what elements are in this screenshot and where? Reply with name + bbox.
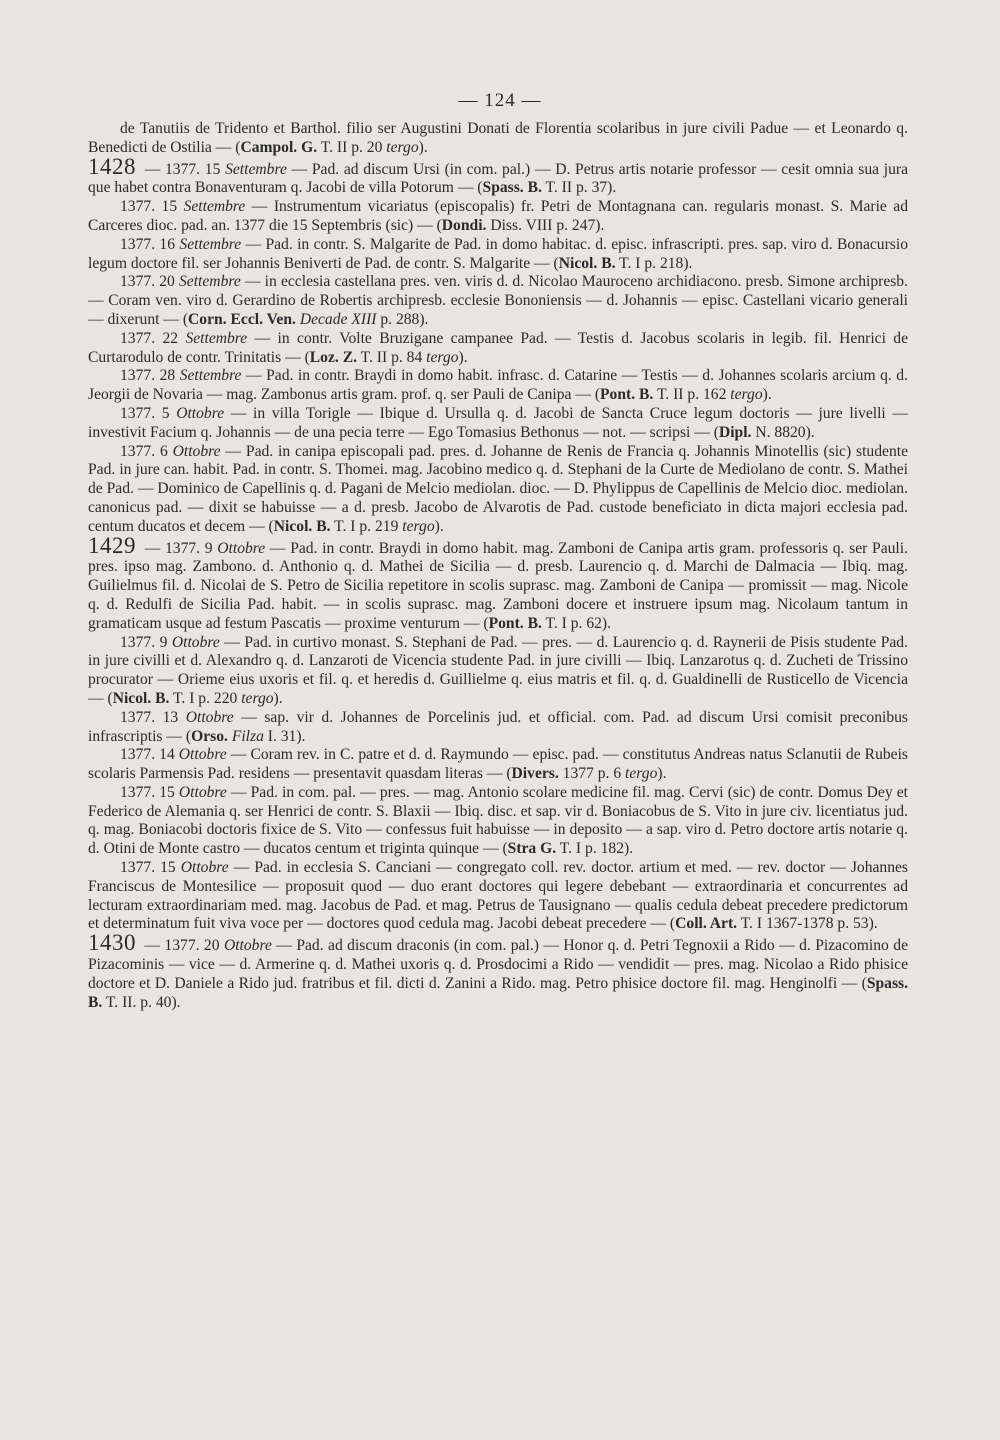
source-citation: Campol. G. xyxy=(240,138,318,156)
text-segment: ). xyxy=(418,138,428,156)
document-paragraph xyxy=(88,634,908,709)
italic-text: Ottobre xyxy=(180,859,229,877)
text-segment: T. II. p. 40). xyxy=(102,993,181,1011)
text-segment: — Pad. ad discum Ursi (in com. pal.) — D. Petrus artis notarie professor — cesit omnia sua jura que habet contra Bonaventuram q. Jacobi de villa Potorum — ( xyxy=(88,160,908,197)
source-citation: Stra G. xyxy=(507,840,557,858)
text-segment: 1377. 28 xyxy=(120,367,180,385)
italic-text: Ottobre xyxy=(217,539,266,557)
document-paragraph xyxy=(88,859,908,934)
entry-number: 1429 xyxy=(88,532,136,558)
document-paragraph xyxy=(88,709,908,747)
document-paragraph xyxy=(88,784,908,859)
italic-text: Ottobre xyxy=(223,937,272,955)
text-segment: T. I p. 182). xyxy=(556,840,634,858)
text-segment: 1377. 15 xyxy=(120,783,179,801)
text-segment: — 1377. 20 xyxy=(140,937,224,955)
document-paragraph xyxy=(88,330,908,368)
text-segment: 1377. 20 xyxy=(120,273,179,291)
italic-text: tergo xyxy=(386,138,419,156)
page-number: — 124 — xyxy=(458,90,542,111)
source-citation: Divers. xyxy=(511,765,559,783)
italic-text: Settembre xyxy=(179,273,241,291)
text-segment: 1377. 15 xyxy=(120,859,181,877)
text-segment: — Coram rev. in C. patre et d. d. Raymundo — episc. pad. — constitutus Andreas natus Sclanutii de Rubeis scolaris Parmensis Pad. residens — presentavit quasdam literas — ( xyxy=(88,746,908,783)
text-segment: 1377. 13 xyxy=(120,708,186,726)
italic-text: Settembre xyxy=(183,198,246,216)
text-segment: ). xyxy=(273,689,283,707)
italic-text: Ottobre xyxy=(171,633,220,651)
text-segment: 1377. 16 xyxy=(120,235,180,253)
italic-text: Settembre xyxy=(179,235,242,253)
source-citation: Dondi. xyxy=(441,216,487,234)
italic-text: Settembre xyxy=(185,329,248,347)
italic-text: Settembre xyxy=(179,367,242,385)
entry-paragraph xyxy=(88,153,908,199)
text-segment: — Pad. in contr. Braydi in domo habit. infrasc. d. Catarine — Testis — d. Johannes scolaris arcium q. d. Jeorgii de Novaria — mag. Zambonus artis gram. prof. q. ser Pauli de Canipa — ( xyxy=(88,367,908,404)
text-segment: T. II p. 37). xyxy=(541,179,617,197)
text-segment: 1377. 9 xyxy=(120,633,172,651)
text-segment: T. I 1367-1378 p. 53). xyxy=(737,915,878,933)
text-segment: 1377. 15 xyxy=(120,198,184,216)
text-segment: ). xyxy=(434,517,444,535)
text-segment: — Pad. in canipa episcopali pad. pres. d. Johanne de Renis de Francia q. Johannis Minotellis (sic) studente Pad. in jure can. habit. Pad. in contr. S. Thomei. mag. Jacobino medico q. d. Stephani de la Curte de Mediolano de contr. S. Mathei de Pad. — Dominico de Capellinis q. d. Pagani de Melcio mediolan. dioc. — D. Phylippus de Capellinis de Melcio dioc. mediolan. canonicus pad. — dixit se habuisse — a d. presb. Jacobo de Alvarotis de Pad. custode beneficiato in dicta majori ecclesia pad. centum ducatos et decem — ( xyxy=(88,442,908,535)
source-citation: Pont. B. xyxy=(488,614,542,632)
source-citation: Nicol. B. xyxy=(112,689,170,707)
text-segment: N. 8820). xyxy=(751,423,815,441)
entry-paragraph xyxy=(88,532,908,634)
italic-text: Ottobre xyxy=(178,746,227,764)
source-citation: Dipl. xyxy=(718,423,752,441)
entry-number: 1430 xyxy=(88,930,136,956)
italic-text: Ottobre xyxy=(185,708,234,726)
document-paragraph xyxy=(88,198,908,236)
italic-text: Decade XIII xyxy=(299,310,377,328)
text-segment: ). xyxy=(458,348,468,366)
source-citation: Coll. Art. xyxy=(675,915,738,933)
text-segment: — Pad. in contr. S. Malgarite de Pad. in domo habitac. d. episc. infrascripti. pres. sap. viro d. Bonacursio legum doctore fil. ser Johannis Beniverti de Pad. de contr. S. Malgarite — ( xyxy=(88,235,908,272)
document-body xyxy=(88,120,908,1012)
document-paragraph xyxy=(88,273,908,329)
text-segment: ). xyxy=(762,386,772,404)
text-segment: 1377. 6 xyxy=(120,442,173,460)
source-citation: Corn. Eccl. Ven. xyxy=(188,310,296,328)
text-segment: — Pad. in curtivo monast. S. Stephani de Pad. — pres. — d. Laurencio q. d. Raynerii de Pisis studente Pad. in jure civilli et d. Alexandro q. d. Lanzaroti de Vicencia studente Pad. in jure civilli — Ibiq. Lanzarotus q. d. Zucheti de Trissino procurator — Orieme eius uxoris et fil. q. et heredis d. Guillielme q. eius matris et fil. q. d. Gualdinelli de Rusticello de Vicencia — ( xyxy=(88,633,908,707)
document-paragraph xyxy=(88,443,908,537)
text-segment: 1377. 5 xyxy=(120,404,177,422)
italic-text: Filza xyxy=(231,727,264,745)
document-paragraph xyxy=(88,120,908,158)
text-segment: T. II p. 84 xyxy=(357,348,427,366)
document-paragraph xyxy=(88,367,908,405)
italic-text: Ottobre xyxy=(178,783,227,801)
text-segment: T. I p. 218). xyxy=(615,254,693,272)
source-citation: Loz. Z. xyxy=(309,348,357,366)
source-citation: Nicol. B. xyxy=(558,254,616,272)
document-paragraph xyxy=(88,405,908,443)
text-segment: — 1377. 15 xyxy=(140,160,226,178)
italic-text: tergo xyxy=(402,517,435,535)
text-segment: — Pad. ad discum draconis (in com. pal.) — Honor q. d. Petri Tegnoxii a Rido — d. Pizacomino de Pizacominis — vice — d. Armerine q. d. Mathei uxoris q. d. Prosdocimi a Rido — vendidit — pres. mag. Nicolao a Rido phisice doctore et D. Daniele a Rido jud. fratribus et fil. dicti d. Zanini a Rido. mag. Petro phisice doctore fil. mag. Henginolfi — ( xyxy=(88,937,908,992)
italic-text: Settembre xyxy=(225,160,287,178)
text-segment: T. II p. 20 xyxy=(317,138,387,156)
text-segment: Diss. VIII p. 247). xyxy=(486,216,605,234)
italic-text: tergo xyxy=(426,348,459,366)
text-segment: — Pad. in com. pal. — pres. — mag. Antonio scolare medicine fil. mag. Cervi (sic) de contr. Domus Dey et Federico de Alemania q. ser Henrici de contr. S. Blaxii — Ibiq. disc. et sap. vir d. Boniacobus de S. Vito in jure civ. licentiatus jud. q. mag. Boniacobi doctoris fixice de S. Vito — confessus fuit habuisse — in deposito — a sap. viro d. Petro doctore artis notarie q. d. Otini de Monte castro — ducatos centum et triginta quinque — ( xyxy=(88,783,908,858)
text-segment: — 1377. 9 xyxy=(140,539,218,557)
entry-number: 1428 xyxy=(88,153,136,179)
source-citation: Orso. xyxy=(191,727,228,745)
document-paragraph xyxy=(88,746,908,784)
italic-text: tergo xyxy=(730,386,763,404)
text-segment: T. I p. 62). xyxy=(541,614,612,632)
text-segment: I. 31). xyxy=(263,727,306,745)
text-segment: T. I p. 219 xyxy=(330,517,403,535)
entry-paragraph xyxy=(88,930,908,1012)
text-segment: de Tanutiis de Tridento et Barthol. filio ser Augustini Donati de Florentia scolaribus in jure civili Padue — et Leonardo q. Benedicti de Ostilia — ( xyxy=(88,120,908,156)
text-segment: T. II p. 162 xyxy=(653,386,731,404)
document-paragraph xyxy=(88,236,908,274)
text-segment: ). xyxy=(657,765,667,783)
text-segment: 1377 p. 6 xyxy=(558,765,626,783)
italic-text: tergo xyxy=(241,689,274,707)
text-segment: — sap. vir d. Johannes de Porcelinis jud. et official. com. Pad. ad discum Ursi comisit preconibus infrascriptis — ( xyxy=(88,708,908,745)
text-segment: — in ecclesia castellana pres. ven. viris d. d. Nicolao Mauroceno archidiacono. presb. Simone archipresb. — Coram ven. viro d. Gerardino de Robertis archipresb. ecclesie Bononiensis — d. Johannis — episc. Castellani vicario generali — dixerunt — ( xyxy=(88,273,909,328)
italic-text: Ottobre xyxy=(172,442,221,460)
text-segment: — Pad. in contr. Braydi in domo habit. mag. Zamboni de Canipa artis gram. professoris q. ser Pauli. pres. ipso mag. Zambono. d. Anthonio q. d. Mathei de Sicilia — d. presb. Laurencio q. d. Marchi de Dalmacia — Ibiq. mag. Guilielmus fil. d. Nicolai de S. Petro de Sicilia repetitore in scolis suprasc. mag. Zamboni de Canipa — promissit — mag. Nicole q. d. Redulfi de Sicilia Pad. habit. — in scolis suprasc. mag. Zamboni docere et instruere ipsum mag. Nicolaum tantum in gramaticam usque ad festum Pascatis — proxime venturum — ( xyxy=(88,539,908,632)
text-segment: 1377. 22 xyxy=(120,329,186,347)
text-segment: T. I p. 220 xyxy=(169,689,242,707)
source-citation: Nicol. B. xyxy=(273,517,331,535)
source-citation: Pont. B. xyxy=(600,386,654,404)
source-citation: Spass. B. xyxy=(88,974,908,1011)
text-segment: — Instrumentum vicariatus (episcopalis) fr. Petri de Montagnana can. regularis monast. S. Marie ad Carceres dioc. pad. an. 1377 die 15 Septembris (sic) — ( xyxy=(88,198,908,234)
text-segment: p. 288). xyxy=(376,310,429,328)
source-citation: Spass. B. xyxy=(482,179,542,197)
text-segment: 1377. 14 xyxy=(120,746,179,764)
text-segment: — in contr. Volte Bruzigane campanee Pad. — Testis d. Jacobus scolaris in legib. fil. Henrici de Curtarodulo de contr. Trinitatis — ( xyxy=(88,329,908,366)
text-segment: — in villa Torigle — Ibique d. Ursulla q. d. Jacobi de Sancta Cruce legum doctoris — jure livelli — investivit Facium q. Johannis — de una pecia terre — Ego Tomasius Bethonus — not. — scripsi — ( xyxy=(88,404,908,441)
italic-text: Ottobre xyxy=(176,404,225,422)
text-segment: — Pad. in ecclesia S. Canciani — congregato coll. rev. doctor. artium et med. — rev. doctor — Johannes Franciscus de Montesilice — proposuit quod — duo erant doctores qui legere debebant — extraordinaria et concurrentes ad lecturam extraordinariam med. mag. Jacobus de Pad. et mag. Petrus de Tausignano — qualis cedula debeat precedere predictorum et determinatum fuit viva voce per — doctores quod cedula mag. Jacobi debeat precedere — ( xyxy=(88,859,908,933)
italic-text: tergo xyxy=(625,765,658,783)
